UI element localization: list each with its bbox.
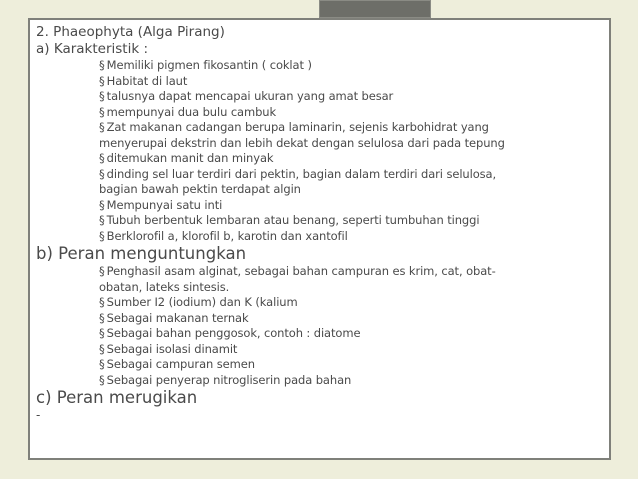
list-item-text: § dinding sel luar terdiri dari pektin, bagian dalam terdiri dari selulosa, [99,166,497,181]
list-item [36,151,609,167]
slide-title: 2. Phaeophyta (Alga Pirang) [36,24,225,40]
bullet-icon: § [99,228,105,243]
list-item [36,198,609,214]
bullet-icon: § [99,295,105,309]
bullet-icon: § [99,120,105,134]
list-item [36,311,609,327]
list-item [36,342,609,358]
list-item-text: § Memiliki pigmen fikosantin ( coklat ) [99,58,312,72]
section-heading: c) Peran merugikan [36,388,198,407]
list-item-text: § talusnya dapat mencapai ukuran yang amat besar [99,89,394,103]
bullet-icon: § [99,166,105,181]
slide-content-box [28,18,611,460]
list-item-text: § Habitat di laut [99,73,188,88]
bullet-icon: § [99,357,105,371]
list-item-continuation: obatan, lateks sintesis. [99,279,230,294]
list-item-text: § Zat makanan cadangan berupa laminarin, sejenis karbohidrat yang [99,120,489,134]
list-item-text: § Berklorofil a, klorofil b, karotin dan xantofil [99,228,348,243]
list-item [36,326,609,342]
list-item-text: § ditemukan manit dan minyak [99,151,274,165]
bullet-icon: § [99,58,105,72]
list-item-continuation: menyerupai dekstrin dan lebih dekat dengan selulosa dari pada tepung [99,135,505,150]
list-item-text: § Mempunyai satu inti [99,197,223,212]
list-item-text: § Tubuh berbentuk lembaran atau benang, seperti tumbuhan tinggi [99,213,480,227]
bullet-icon: § [99,213,105,227]
list-item [36,295,609,311]
bullet-icon: § [99,341,105,356]
bullet-icon: § [99,197,105,212]
bullet-icon: § [99,310,105,325]
slide-accent-box [319,0,431,18]
list-item [36,373,609,389]
list-item [36,105,609,121]
section-heading: b) Peran menguntungkan [36,244,247,263]
list-item-text: § Sebagai penyerap nitrogliserin pada bahan [99,372,352,387]
list-item-continuation: bagian bawah pektin terdapat algin [99,182,301,196]
bullet-icon: § [99,89,105,103]
bullet-icon: § [99,372,105,387]
list-item-text: § Sumber I2 (iodium) dan K (kalium [99,295,298,309]
list-item [36,120,609,151]
list-item [36,264,609,295]
list-item [36,213,609,229]
list-item-text: § mempunyai dua bulu cambuk [99,104,277,119]
section-list [36,58,609,244]
list-item-text: § Sebagai makanan ternak [99,310,249,325]
list-item [36,167,609,198]
list-item-text: § Sebagai campuran semen [99,357,255,371]
bullet-icon: § [99,326,105,340]
bullet-icon: § [99,151,105,165]
bullet-icon: § [99,104,105,119]
list-item-text: § Sebagai isolasi dinamit [99,341,238,356]
list-item [36,89,609,105]
bullet-icon: § [99,73,105,88]
list-item [36,357,609,373]
list-item-text: § Sebagai bahan penggosok, contoh : diatome [99,326,361,340]
section-heading: a) Karakteristik : [36,41,148,57]
bullet-icon: § [99,264,105,278]
list-item [36,74,609,90]
list-item [36,58,609,74]
section-list [36,264,609,388]
trailing-dash: - [36,408,41,422]
list-item-text: § Penghasil asam alginat, sebagai bahan campuran es krim, cat, obat- [99,264,496,278]
list-item [36,229,609,245]
